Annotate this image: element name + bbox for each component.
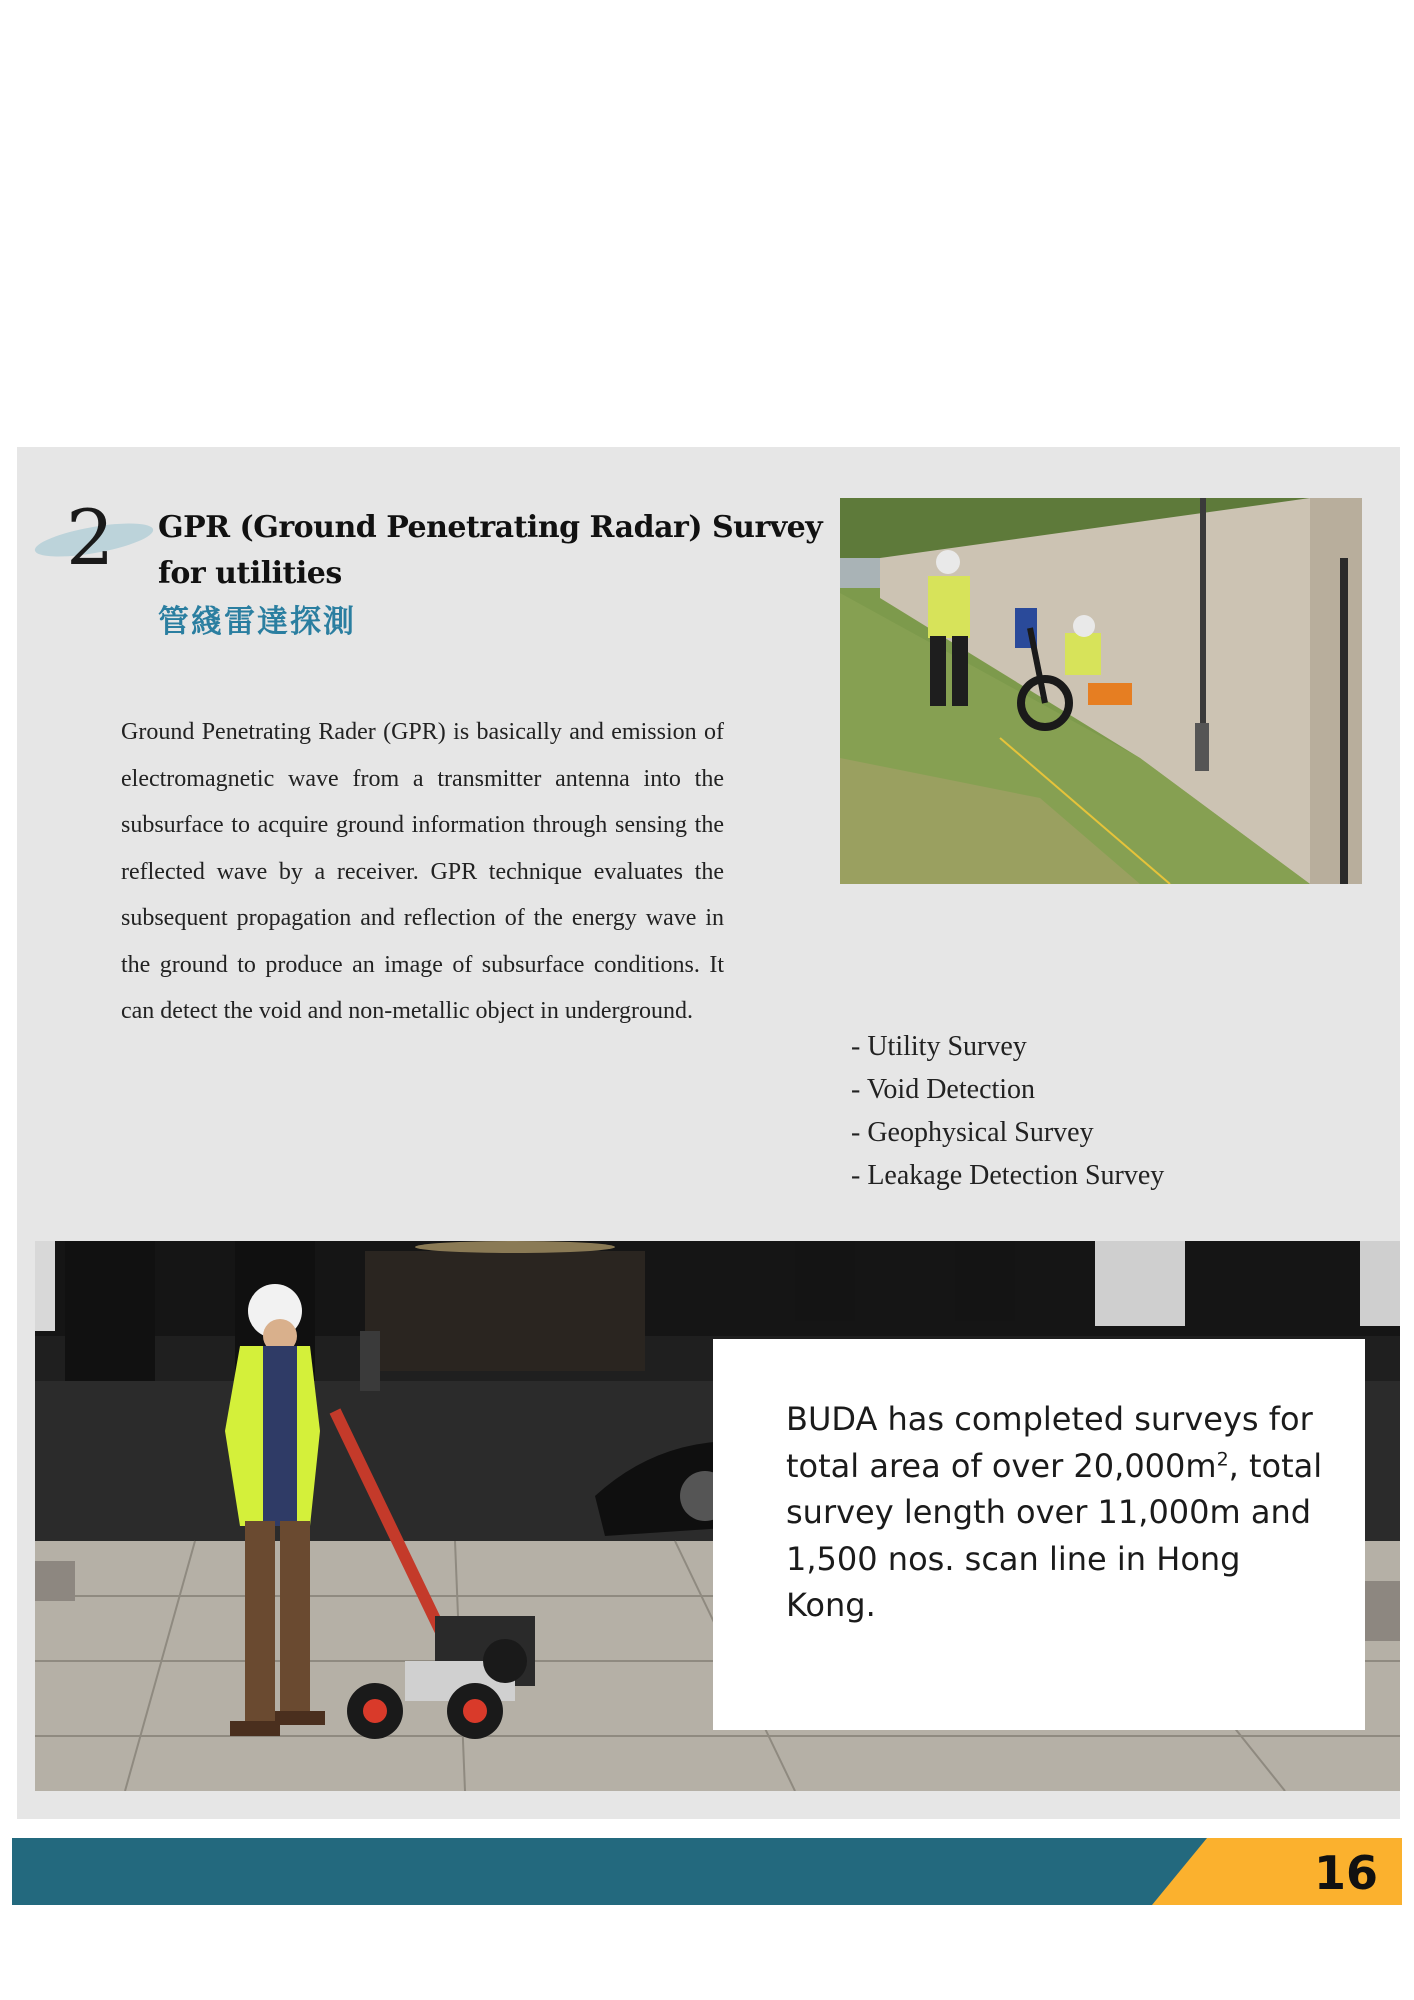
statistics-line-1: BUDA has completed surveys for total area of over 20,000m [786,1400,1313,1485]
statistics-line-2: , total survey length over 11,000m and 1,500 nos. scan line in Hong Kong. [786,1446,1323,1624]
service-item: - Geophysical Survey [851,1117,1094,1148]
services-list [851,1025,1164,1197]
superscript-2: 2 [1216,1447,1229,1470]
gpr-description: Ground Penetrating Rader (GPR) is basically and emission of electromagnetic wave from a transmitter antenna into the subsurface to acquire ground information through sensing the reflected wave by a receiver. GPR technique evaluates the subsequent propagation and reflection of the energy wave in the ground to produce an image of subsurface conditions. It can detect the void and non-metallic object in underground. [121,719,724,1024]
section-title-chinese: 管綫雷達探測 [158,604,356,640]
service-item: - Leakage Detection Survey [851,1160,1165,1191]
survey-team-photo [840,498,1362,884]
page-number: 16 [1313,1846,1378,1900]
footer-bar [12,1838,1402,1905]
section-number: 2 [66,493,115,582]
service-item: - Utility Survey [851,1031,1027,1062]
section-title: GPR (Ground Penetrating Radar) Survey for utilities [158,510,823,591]
statistics-text [786,1396,1326,1629]
service-item: - Void Detection [851,1074,1036,1105]
